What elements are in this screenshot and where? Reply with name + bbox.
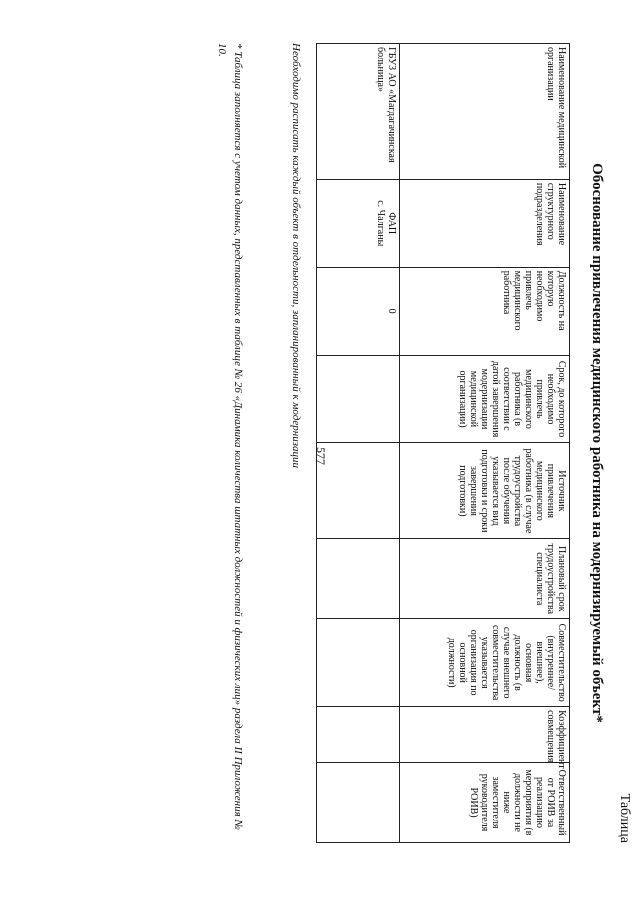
header-source: Источник привлечения медицинского работника (в случае трудоустройства после обучения указывается вид подготовки и сроки завершения подготовки) — [400, 443, 570, 539]
table-row — [317, 44, 400, 843]
cell-planned-date — [317, 539, 400, 619]
header-deadline: Срок, до которого необходимо привлечь медицинского работника (в соответствии с датой завершения модернизации медицинской организации) — [400, 355, 570, 443]
header-responsible: Ответственный от РОИВ за реализацию мероприятия (в должности не ниже заместителя руководителя РОИВ) — [400, 763, 570, 843]
cell-deadline — [317, 355, 400, 443]
header-coefficient: Коэффициент совмещения — [400, 707, 570, 763]
cell-responsible — [317, 763, 400, 843]
note-text: Необходимо расписать каждый объект в отдельности, запланированный к модернизации — [290, 43, 302, 469]
cell-position: 0 — [317, 267, 400, 355]
cell-combination — [317, 619, 400, 707]
page-number: 577 — [314, 447, 328, 465]
header-position: Должность на которую необходимо привлечь медицинского работника — [400, 267, 570, 355]
cell-source — [317, 443, 400, 539]
cell-unit-name: ФАП — [386, 212, 397, 235]
header-combination: Совместительство (внутреннее/внешнее), основная должность (в случае внешнего совместительства указывается организация по основной должности) — [400, 619, 570, 707]
cell-unit-village: с. Чалганы — [375, 200, 386, 247]
footnote-text: * Таблица заполняется с учетом данных, представленных в таблице № 26 «Динамика количества штатных должностей и физических лиц» раздела II Приложения № 10. — [216, 43, 244, 830]
cell-unit — [317, 179, 400, 267]
header-org: Наименование медицинской организации — [400, 44, 570, 180]
table-label: Таблица — [617, 793, 632, 843]
cell-coefficient — [317, 707, 400, 763]
rotated-page-content — [62, 43, 632, 843]
header-row — [400, 44, 570, 843]
table-title: Обоснование привлечения медицинского работника на модернизируемый объект* — [589, 163, 605, 723]
header-planned-date: Плановый срок трудоустройства специалиста — [400, 539, 570, 619]
header-unit: Наименование структурного подразделения — [400, 179, 570, 267]
modernization-table — [316, 43, 570, 843]
cell-org: ГБУЗ АО «Магдагачинская больница» — [317, 44, 400, 180]
